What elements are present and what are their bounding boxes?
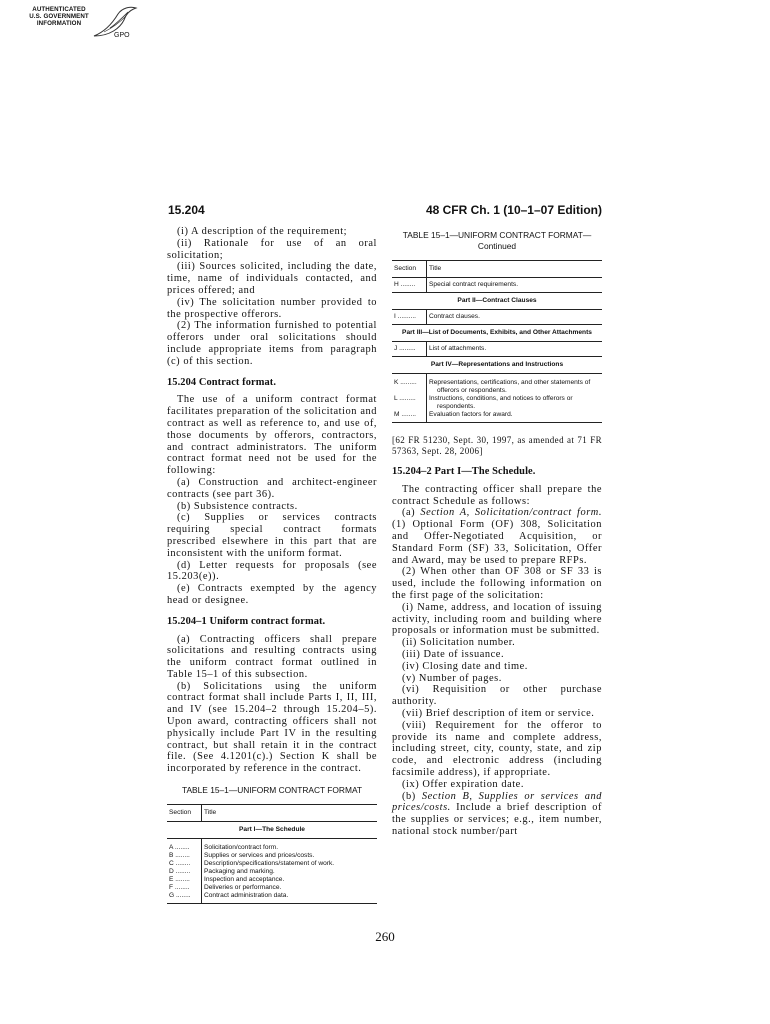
table-row [167, 884, 377, 892]
section-cell: J ......... [392, 342, 427, 357]
source-note: [62 FR 51230, Sept. 30, 1997, as amended at 71 FR 57363, Sept. 28, 2006] [392, 435, 602, 456]
part-heading: Part II—Contract Clauses [392, 293, 602, 310]
paragraph: The contracting officer shall prepare the contract Schedule as follows: [392, 483, 602, 507]
paragraph-text: Include a brief description of the supplies or services; e.g., item number, national stock number/part [392, 802, 602, 837]
section-cell: I .......... [392, 310, 427, 325]
table-title: TABLE 15–1—UNIFORM CONTRACT FORMAT—Continued [402, 230, 592, 251]
gpo-authentication-logo [28, 6, 148, 48]
paragraph: (vii) Brief description of item or service. [402, 707, 595, 719]
paragraph: (e) Contracts exempted by the agency head or designee. [167, 583, 377, 606]
table-part-row [392, 293, 602, 310]
table-row [167, 892, 377, 904]
right-column [392, 226, 602, 838]
table-part-row [392, 357, 602, 374]
paragraph: (v) Number of pages. [402, 672, 502, 684]
column-header-section: Section [167, 805, 202, 822]
section-cell: E ........ [167, 876, 202, 884]
section-cell: M ........ [392, 411, 427, 423]
section-cell: F ........ [167, 884, 202, 892]
table-row [392, 374, 602, 396]
table-row [167, 876, 377, 884]
section-cell: A ........ [167, 839, 202, 853]
page-number: 260 [375, 929, 395, 944]
table-row [392, 342, 602, 357]
contract-format-table-continued [392, 260, 602, 423]
paragraph [392, 507, 602, 566]
paragraph: (i) A description of the requirement; [177, 226, 348, 237]
section-heading: 15.204 Contract format. [167, 376, 277, 388]
paragraph: (viii) Requirement for the offeror to provide its name and complete address, including street, city, county, state, and zip code, and electronic address (including facsimile address), if appropriate. [392, 719, 602, 778]
paragraph-label: (b) [402, 790, 422, 802]
paragraph-heading-italic: Section A, Solicitation/contract form. [420, 507, 602, 519]
title-cell: Description/specifications/statement of work. [204, 860, 335, 868]
logo-line-1: AUTHENTICATED [32, 6, 86, 13]
paragraph: (iv) Closing date and time. [402, 660, 528, 672]
paragraph: (b) Subsistence contracts. [177, 500, 298, 512]
column-header-title: Title [202, 805, 378, 822]
table-row [392, 310, 602, 325]
paragraph-text: (1) Optional Form (OF) 308, Solicitation and Offer-Negotiated Acquisition, or Standard Form (SF) 33, Solicitation, Offer and Award, may be used to prepare RFPs. [392, 519, 602, 566]
section-heading: 15.204–2 Part I—The Schedule. [392, 466, 536, 477]
section-cell: C ........ [167, 860, 202, 868]
title-cell: Special contract requirements. [429, 281, 519, 288]
logo-line-2: U.S. GOVERNMENT [29, 13, 89, 20]
contract-format-table [167, 804, 377, 904]
table-title: TABLE 15–1—UNIFORM CONTRACT FORMAT [181, 785, 363, 796]
title-cell: Evaluation factors for award. [427, 411, 603, 423]
title-cell: Solicitation/contract form. [204, 844, 279, 852]
title-cell: Packaging and marking. [204, 868, 275, 876]
table-header-row [392, 261, 602, 278]
section-cell: L ......... [392, 395, 427, 411]
title-cell: Representations, certifications, and other statements of offerors or respondents. [429, 379, 591, 394]
paragraph: (b) Solicitations using the uniform contract format shall include Parts I, II, III, and IV (see 15.204–2 through 15.204–5). Upon award, contracting officers shall not physically include Part IV in the resulting contract, but shall retain it in the contract file. (See 4.1201(c).) Section K shall be incorporated by reference in the contract. [167, 680, 377, 775]
logo-line-3: INFORMATION [36, 20, 82, 27]
section-heading: 15.204–1 Uniform contract format. [167, 615, 326, 627]
section-cell: H ........ [392, 278, 427, 293]
table-part-row [167, 822, 377, 839]
table-row [167, 852, 377, 860]
paragraph: (vi) Requisition or other purchase authority. [392, 684, 602, 708]
column-header-section: Section [392, 261, 427, 278]
table-row [167, 860, 377, 868]
table-row [167, 868, 377, 876]
left-column [167, 226, 377, 904]
paragraph: (iv) The solicitation number provided to the prospective offerors. [167, 296, 377, 320]
paragraph: (c) Supplies or services contracts requiring special contract formats prescribed elsewhere in this part that are inconsistent with the uniform format. [167, 512, 377, 559]
title-cell: List of attachments. [429, 345, 487, 352]
table-part-row [392, 325, 602, 342]
section-cell: D ........ [167, 868, 202, 876]
paragraph-label: (a) [402, 507, 421, 519]
table-row [167, 839, 377, 853]
part-heading: Part III—List of Documents, Exhibits, and Other Attachments [392, 325, 602, 342]
table-row [392, 278, 602, 293]
paragraph: (a) Construction and architect-engineer contracts (see part 36). [167, 476, 377, 500]
paragraph: (i) Name, address, and location of issuing activity, including room and building where proposals or information must be submitted. [392, 601, 602, 637]
column-header-title: Title [427, 261, 603, 278]
title-cell: Inspection and acceptance. [204, 876, 285, 884]
gpo-mark: GPO [114, 32, 130, 39]
table-header-row [167, 805, 377, 822]
paragraph: (ii) Solicitation number. [402, 637, 516, 649]
logo-text [28, 6, 90, 27]
paragraph: (iii) Date of issuance. [402, 648, 505, 660]
table-row [392, 395, 602, 411]
running-head-title: 48 CFR Ch. 1 (10–1–07 Edition) [425, 203, 602, 217]
title-cell: Supplies or services and prices/costs. [204, 852, 315, 860]
paragraph: (iii) Sources solicited, including the date, time, name of individuals contacted, and prices offered; and [167, 261, 377, 296]
paragraph: (d) Letter requests for proposals (see 15.203(e)). [167, 559, 377, 583]
paragraph [392, 791, 602, 838]
paragraph: (2) The information furnished to potential offerors under oral solicitations should include appropriate items from paragraph (c) of this section. [167, 320, 377, 367]
paragraph: (2) When other than OF 308 or SF 33 is used, include the following information on the first page of the solicitation: [392, 566, 602, 601]
table-row [392, 411, 602, 423]
paragraph: The use of a uniform contract format facilitates preparation of the solicitation and contract as well as reference to, and use of, those documents by offerors, contractors, and contract administrators. The uniform contract format need not be used for the following: [167, 394, 377, 477]
section-cell: K ......... [392, 374, 427, 396]
section-cell: B ........ [167, 852, 202, 860]
section-cell: G ........ [167, 892, 202, 904]
running-head-section: 15.204 [168, 203, 205, 217]
title-cell: Deliveries or performance. [204, 884, 282, 892]
paragraph: (a) Contracting officers shall prepare solicitations and resulting contracts using the uniform contract format outlined in Table 15–1 of this subsection. [167, 633, 377, 680]
paragraph: (ii) Rationale for use of an oral solicitation; [167, 237, 377, 261]
title-cell: Contract clauses. [429, 313, 480, 320]
paragraph: (ix) Offer expiration date. [402, 778, 524, 790]
title-cell: Instructions, conditions, and notices to offerors or respondents. [429, 395, 573, 410]
title-cell: Contract administration data. [202, 892, 378, 904]
part-heading: Part I—The Schedule [167, 822, 377, 839]
paragraph-heading-italic: Section B, Supplies or services and prices/costs. [392, 790, 602, 814]
part-heading: Part IV—Representations and Instructions [392, 357, 602, 374]
